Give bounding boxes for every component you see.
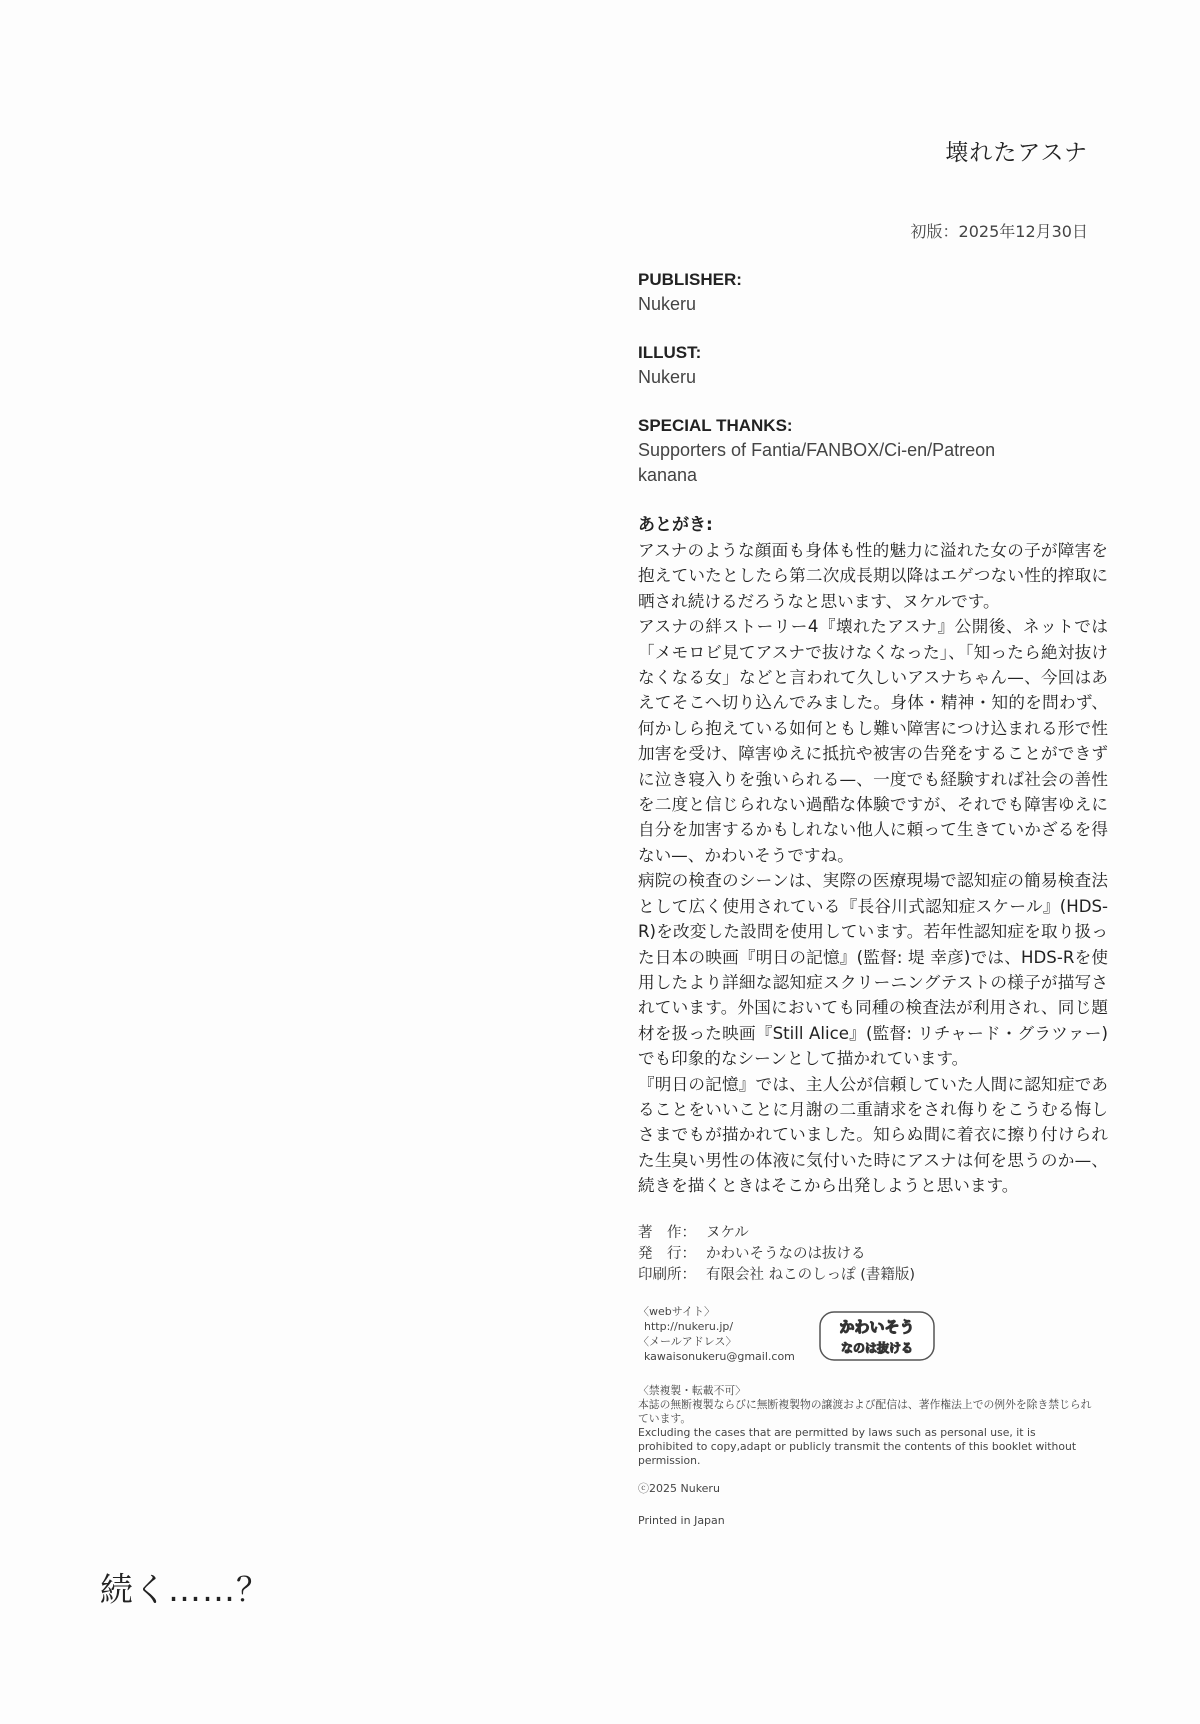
email-label: 〈メールアドレス〉 (638, 1334, 737, 1348)
edition-date: 初版：2025年12月30日 (910, 222, 1088, 241)
colophon (638, 268, 1108, 1527)
illust-label: ILLUST: (638, 343, 702, 362)
thanks-line: kanana (638, 465, 698, 485)
copyright: ⓒ2025 Nukeru (638, 1481, 720, 1495)
credits (638, 1223, 1108, 1286)
credit-label: 発 行： (638, 1245, 696, 1262)
credit-row (638, 1244, 1108, 1265)
afterword-paragraph: 『明日の記憶』では、主人公が信頼していた人間に認知症であることをいいことに月謝の二重請求をされ侮りをこうむる悔しさまでもが描かれていました。知らぬ間に着衣に擦り付けられた生臭い男性の体液に気付いた時にアスナは何を思うのか—、続きを描くときはそこから出発しようと思います。 (638, 1074, 1108, 1196)
afterword-paragraph: アスナの絆ストーリー4『壊れたアスナ』公開後、ネットでは「メモロビ見てアスナで抜けなくなった」、「知ったら絶対抜けなくなる女」などと言われて久しいアスナちゃん—、今回はあえてそこへ切り込んでみました。身体・精神・知的を問わず、何かしら抱えている如何ともし難い障害につけ込まれる形で性加害を受け、障害ゆえに抵抗や被害の告発をすることができずに泣き寝入りを強いられる—、一度でも経験すれば社会の善性を二度と信じられない過酷な体験ですが、それでも障害ゆえに自分を加害するかもしれない他人に頼って生きていかざるを得ない—、かわいそうですね。 (638, 617, 1108, 865)
afterword-heading: あとがき: (638, 515, 713, 535)
notice-japanese: 本誌の無断複製ならびに無断複製物の譲渡および配信は、著作権法上での例外を除き禁じられています。 (638, 1397, 1092, 1425)
credit-value: 有限会社 ねこのしっぽ (書籍版) (706, 1266, 916, 1283)
circle-logo (818, 1310, 936, 1362)
website-url[interactable]: http://nukeru.jp/ (644, 1319, 734, 1333)
credit-value: かわいそうなのは抜ける (706, 1245, 866, 1262)
notice-english: Excluding the cases that are permitted by laws such as personal use, it is prohibited to copy,adapt or publicly transmit the contents of this booklet without permission. (638, 1425, 1077, 1467)
publisher-section (638, 268, 1108, 317)
thanks-line: Supporters of Fantia/FANBOX/Ci-en/Patreon (638, 440, 996, 460)
publisher-name: Nukeru (638, 294, 697, 314)
printed-in: Printed in Japan (638, 1513, 725, 1527)
copyright-notice (638, 1384, 1093, 1468)
publisher-label: PUBLISHER: (638, 270, 742, 289)
contact-info (638, 1304, 1108, 1368)
afterword-paragraph: アスナのような顔面も身体も性的魅力に溢れた女の子が障害を抱えていたとしたら第二次成長期以降はエゲつない性的搾取に晒され続けるだろうなと思います、ヌケルです。 (638, 541, 1108, 611)
book-title: 壊れたアスナ (945, 140, 1088, 166)
credit-value: ヌケル (706, 1224, 749, 1241)
website-label: 〈webサイト〉 (638, 1304, 715, 1318)
svg-text:なのは抜ける: なのは抜ける (840, 1340, 914, 1355)
credit-label: 印刷所： (638, 1266, 696, 1283)
svg-text:かわいそう: かわいそう (839, 1317, 915, 1336)
notice-label: 〈禁複製・転載不可〉 (638, 1383, 746, 1397)
thanks-section (638, 414, 1108, 488)
illust-name: Nukeru (638, 367, 697, 387)
credit-label: 著 作： (638, 1224, 696, 1241)
credit-row (638, 1223, 1108, 1244)
thanks-label: SPECIAL THANKS: (638, 416, 793, 435)
illust-section (638, 341, 1108, 390)
to-be-continued: 続く……？ (100, 1570, 270, 1609)
email-address[interactable]: kawaisonukeru@gmail.com (644, 1349, 795, 1363)
afterword-paragraph: 病院の検査のシーンは、実際の医療現場で認知症の簡易検査法として広く使用されている『長谷川式認知症スケール』(HDS-R)を改変した設問を使用しています。若年性認知症を取り扱った日本の映画『明日の記憶』(監督: 堤 幸彦)では、HDS-Rを使用したより詳細な認知症スクリーニングテストの様子が描写されています。外国においても同種の検査法が利用され、同じ題材を扱った映画『Still Alice』(監督: リチャード・グラツァー)でも印象的なシーンとして描かれています。 (638, 871, 1108, 1069)
credit-row (638, 1265, 1108, 1286)
afterword (638, 512, 1108, 1199)
